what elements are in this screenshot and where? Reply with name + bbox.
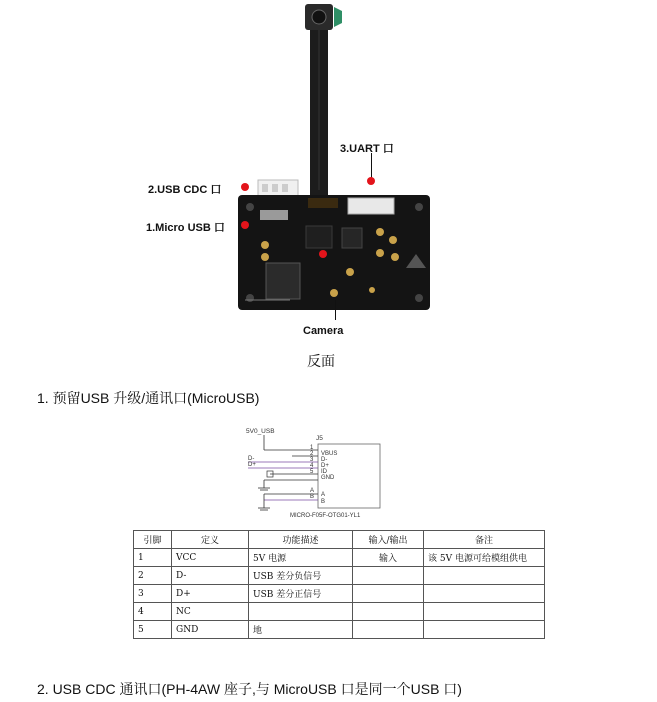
table-cell (353, 621, 424, 639)
pin-number: 1 (310, 445, 314, 451)
table-cell (353, 603, 424, 621)
part-number: MICRO-F05F-OTG01-YL1 (290, 513, 361, 519)
shell-number: A (310, 488, 315, 494)
pin-number: 2 (310, 451, 314, 457)
uart-marker (367, 177, 375, 185)
table-cell: 该 5V 电源可给模组供电 (424, 549, 545, 567)
table-cell: 2 (134, 567, 172, 585)
header-cell: 备注 (424, 531, 545, 549)
camera-module-illustration (230, 0, 440, 315)
pin-name: GND (321, 475, 335, 481)
figure-caption: 反面 (307, 354, 335, 370)
table-row (134, 585, 545, 603)
table-cell: 5V 电源 (249, 549, 353, 567)
header-cell: 输入/输出 (353, 531, 424, 549)
table-cell: D- (172, 567, 249, 585)
pin-name: ID (321, 469, 327, 475)
pin-name: D+ (321, 463, 329, 469)
table-cell (424, 621, 545, 639)
table-cell: USB 差分负信号 (249, 567, 353, 585)
pin-name: VBUS (321, 451, 338, 457)
camera-leader-line (335, 300, 336, 320)
table-cell: 地 (249, 621, 353, 639)
table-cell (353, 585, 424, 603)
pin-number: 4 (310, 463, 314, 469)
camera-marker (319, 250, 327, 258)
table-cell: NC (172, 603, 249, 621)
table-cell: GND (172, 621, 249, 639)
camera-callout: Camera (303, 325, 344, 337)
micro-usb-marker (241, 221, 249, 229)
header-cell: 引脚 (134, 531, 172, 549)
shell-number: B (310, 494, 315, 500)
table-cell: 3 (134, 585, 172, 603)
table-cell: VCC (172, 549, 249, 567)
net-d-plus: D+ (248, 462, 256, 468)
usb-cdc-callout: 2.USB CDC 口 (148, 184, 222, 196)
pin-table-wrap (133, 530, 545, 639)
micro-usb-schematic (230, 422, 430, 522)
section-1-heading: 1. 预留USB 升级/通讯口(MicroUSB) (37, 390, 260, 406)
uart-callout: 3.UART 口 (340, 143, 394, 155)
table-cell: 输入 (353, 549, 424, 567)
table-cell: 5 (134, 621, 172, 639)
table-row (134, 621, 545, 639)
net-d-minus: D- (248, 456, 255, 462)
table-cell (424, 603, 545, 621)
pin-number: 5 (310, 469, 314, 475)
pin-name: D- (321, 457, 328, 463)
section-2-heading: 2. USB CDC 通讯口(PH-4AW 座子,与 MicroUSB 口是同一个USB 口) (37, 681, 462, 697)
pin-name: B (321, 499, 326, 505)
table-row (134, 603, 545, 621)
table-header-row (134, 531, 545, 549)
micro-usb-callout: 1.Micro USB 口 (146, 222, 225, 234)
header-cell: 功能描述 (249, 531, 353, 549)
ref-designator: J5 (316, 435, 323, 442)
table-cell: D+ (172, 585, 249, 603)
table-cell (249, 603, 353, 621)
net-label: 5V0_USB (246, 428, 275, 435)
pin-number: 3 (310, 457, 314, 463)
table-row (134, 567, 545, 585)
pin-table (133, 530, 545, 639)
table-cell (424, 585, 545, 603)
table-cell (353, 567, 424, 585)
table-row (134, 549, 545, 567)
board-photo (230, 0, 440, 315)
header-cell: 定义 (172, 531, 249, 549)
table-cell (424, 567, 545, 585)
table-cell: USB 差分正信号 (249, 585, 353, 603)
pin-name: A (321, 492, 326, 498)
usb-cdc-marker (241, 183, 249, 191)
table-cell: 4 (134, 603, 172, 621)
table-cell: 1 (134, 549, 172, 567)
